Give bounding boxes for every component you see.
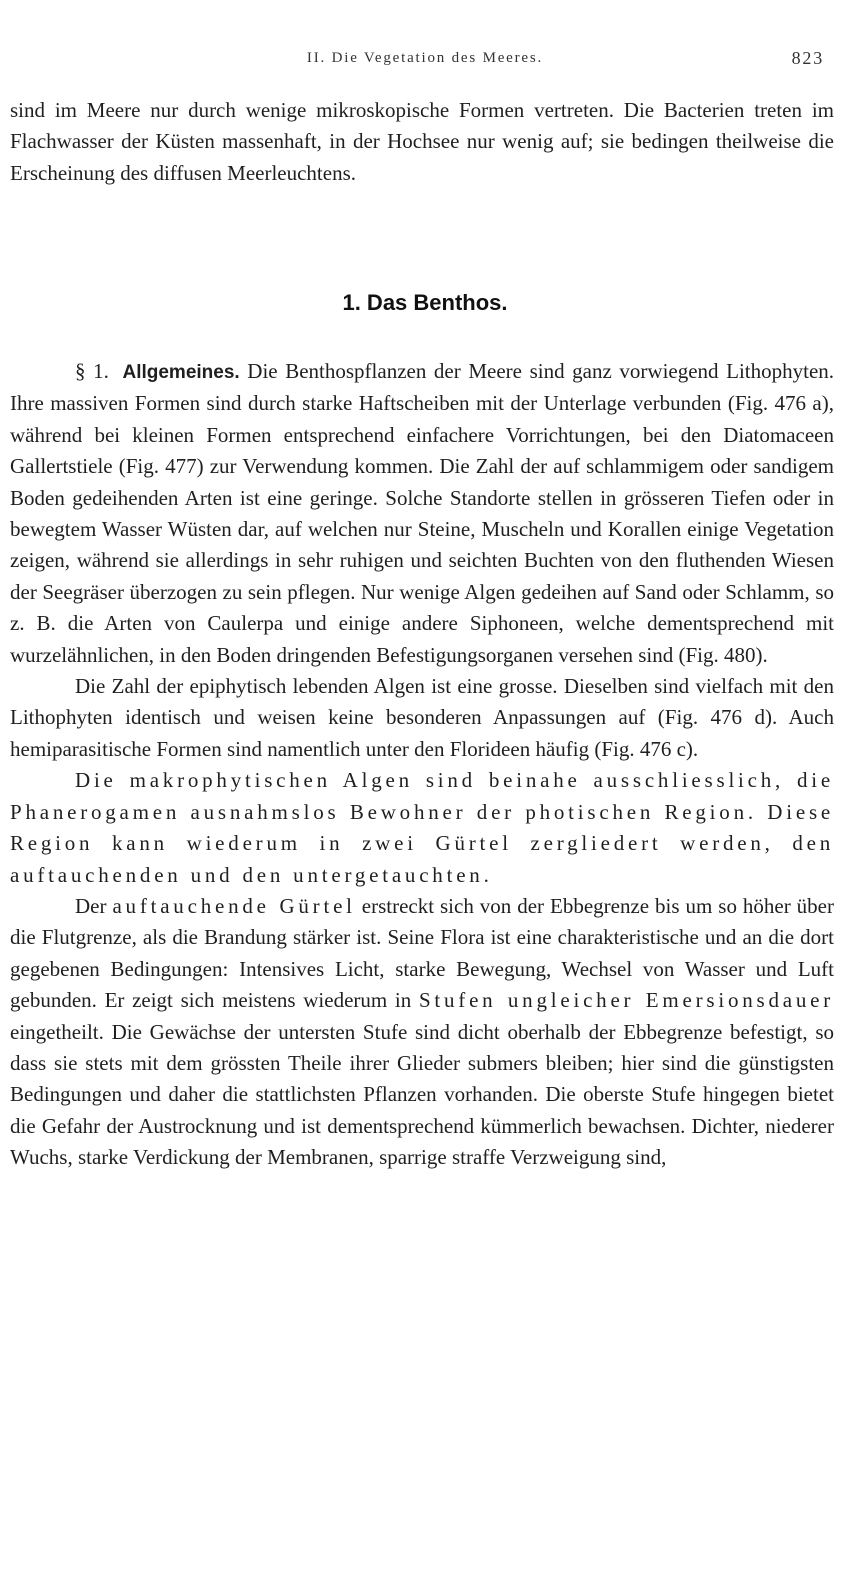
page-number: 823 [791, 48, 824, 68]
intro-paragraph: sind im Meere nur durch wenige mikroskopische Formen vertreten. Die Bacterien treten im Flachwasser der Küsten massenhaft, in der Hochsee nur wenig auf; sie bedingen theilweise die Erscheinung des diffusen Meerleuchtens. [10, 98, 834, 185]
term-stufen: Stufen ungleicher Emersionsdauer [418, 988, 835, 1013]
section-number: § 1. [75, 359, 109, 383]
paragraph-allgemeines [10, 356, 834, 671]
main-text-block [10, 356, 834, 1174]
intro-text-block [10, 95, 834, 189]
term-auftauchende-guertel: auftauchende Gürtel [112, 893, 356, 918]
paragraph-4-intro: Der [75, 893, 107, 918]
subsection-title: Allgemeines. [122, 362, 240, 383]
paragraph-3: Die makrophytischen Algen sind beinahe ausschliesslich, die Phanerogamen ausnahmslos Bewohner der photischen Region. Diese Region kann wiederum in zwei Gürtel zergliedert werden, den auftauchenden und den untergetauchten. [10, 768, 834, 887]
paragraph-4 [10, 891, 834, 1174]
section-heading: 1. Das Benthos. [342, 290, 508, 315]
running-title: II. Die Vegetation des Meeres. [306, 50, 544, 66]
paragraph-4-middle: erstreckt sich von der Ebbegrenze bis um so höher über die Flutgrenze, als die Brandung stärker ist. Seine Flora ist eine charakteristische und an die dort gegebenen Bedingungen: Intensives Licht, starke Bewegung, Wechsel von Wasser und Luft gebunden. Er zeigt sich meistens wiederum in [10, 893, 834, 1013]
paragraph-4-end: eingetheilt. Die Gewächse der untersten Stufe sind dicht oberhalb der Ebbegrenze befestigt, so dass sie stets mit dem grössten Theile ihrer Glieder submers bleiben; hier sind die günstigsten Bedingungen und daher die stattlichsten Pflanzen vorhanden. Die oberste Stufe hingegen bietet die Gefahr der Austrocknung und ist dementsprechend kümmerlich bewachsen. Dichter, niederer Wuchs, starke Verdickung der Membranen, sparrige straffe Verzweigung sind, [10, 1019, 834, 1170]
running-header [0, 50, 850, 74]
paragraph-2: Die Zahl der epiphytisch lebenden Algen ist eine grosse. Dieselben sind vielfach mit den Lithophyten identisch und weisen keine besonderen Anpassungen auf (Fig. 476 d). Auch hemiparasitische Formen sind namentlich unter den Florideen häufig (Fig. 476 c). [10, 674, 834, 761]
paragraph-1-text: Die Benthospflanzen der Meere sind ganz vorwiegend Lithophyten. Ihre massiven Formen sind durch starke Haftscheiben mit der Unterlage verbunden (Fig. 476 a), während bei kleinen Formen entsprechend einfachere Vorrichtungen, bei den Diatomaceen Gallertstiele (Fig. 477) zur Verwendung kommen. Die Zahl der auf schlammigem oder sandigem Boden gedeihenden Arten ist eine geringe. Solche Standorte stellen in grösseren Tiefen oder in bewegtem Wasser Wüsten dar, auf welchen nur Steine, Muscheln und Korallen einige Vegetation zeigen, während sie allerdings in sehr ruhigen und seichten Buchten von den fluthenden Wiesen der Seegräser überzogen zu sein pflegen. Nur wenige Algen gedeihen auf Sand oder Schlamm, so z. B. die Arten von Caulerpa und einige andere Siphoneen, welche dementsprechend mit wurzelähnlichen, in den Boden dringenden Befestigungsorganen versehen sind (Fig. 480). [10, 359, 835, 667]
